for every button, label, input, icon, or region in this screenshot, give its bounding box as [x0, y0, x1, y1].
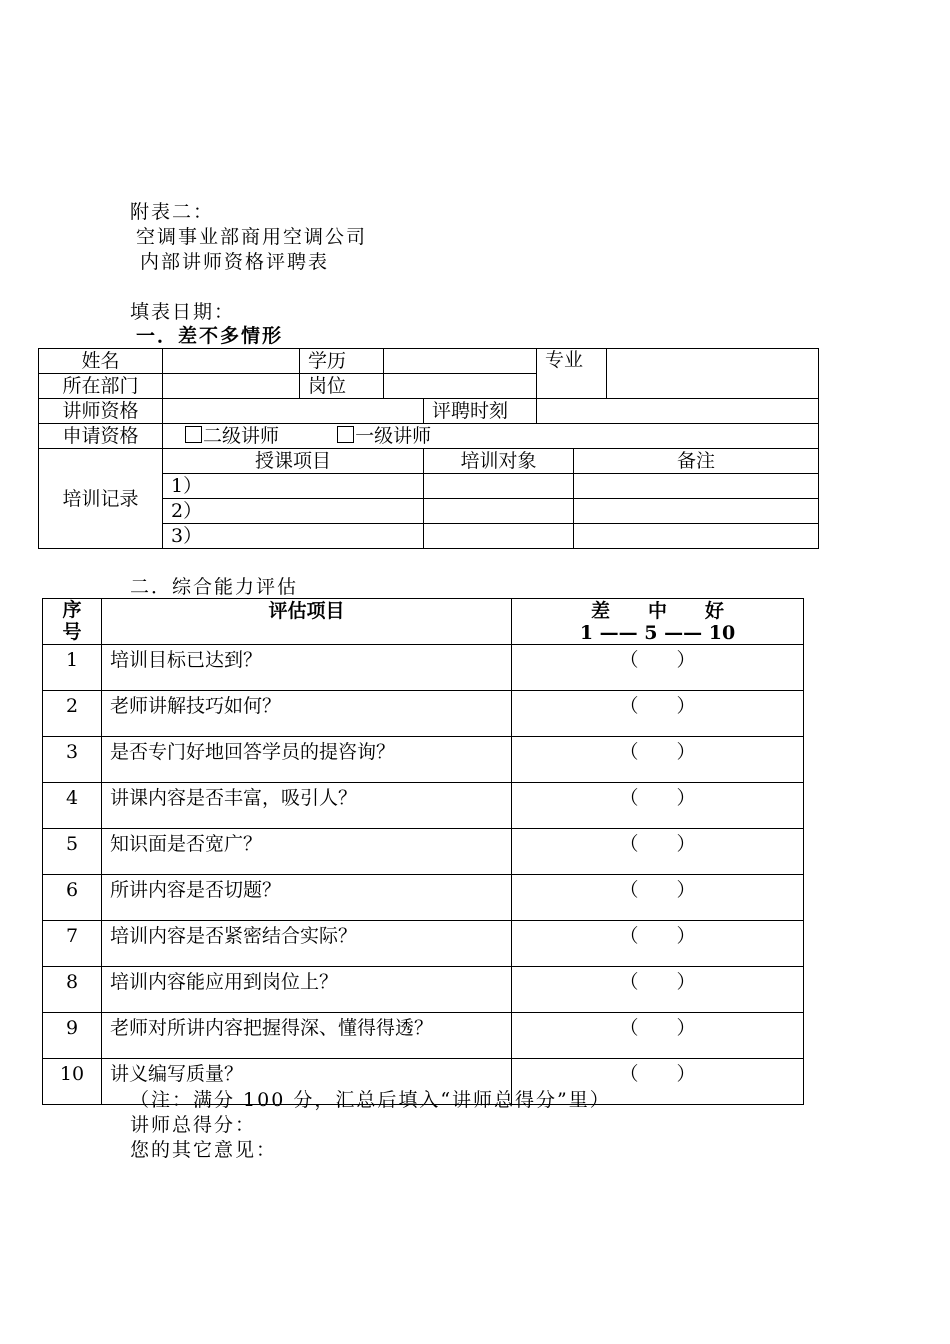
score-input[interactable]: （ ） [512, 967, 804, 1013]
evaluation-item: 培训目标已达到？ [102, 645, 512, 691]
education-label: 学历 [300, 349, 384, 374]
other-opinion-label: 您的其它意见： [130, 1139, 278, 1161]
evaluation-row [43, 1013, 804, 1059]
record-target-2[interactable] [424, 499, 574, 524]
course-header: 授课项目 [163, 449, 424, 474]
evaluation-row [43, 783, 804, 829]
record-course-1[interactable]: 1） [163, 474, 424, 499]
evaluation-item: 培训内容是否紧密结合实际？ [102, 921, 512, 967]
hire-time-field[interactable] [537, 399, 819, 424]
total-score-label: 讲师总得分： [130, 1114, 257, 1136]
score-input[interactable]: （ ） [512, 783, 804, 829]
evaluation-item: 所讲内容是否切题？ [102, 875, 512, 921]
department-label: 所在部门 [39, 374, 163, 399]
item-header: 评估项目 [102, 599, 512, 645]
score-input[interactable]: （ ） [512, 1059, 804, 1105]
record-course-3[interactable]: 3） [163, 524, 424, 549]
score-input[interactable]: （ ） [512, 1013, 804, 1059]
education-field[interactable] [384, 349, 537, 374]
row-number: 10 [43, 1059, 102, 1105]
score-note: （注：满分 100 分，汇总后填入“讲师总得分”里） [130, 1089, 611, 1111]
form-title: 内部讲师资格评聘表 [140, 251, 330, 273]
record-remark-1[interactable] [574, 474, 819, 499]
row-number: 4 [43, 783, 102, 829]
section2-title: 二．综合能力评估 [130, 576, 299, 598]
checkbox-icon[interactable] [337, 426, 354, 443]
scale-numbers: 1 —— 5 —— 10 [579, 622, 736, 644]
position-label: 岗位 [300, 374, 384, 399]
hire-time-label: 评聘时刻 [424, 399, 537, 424]
score-input[interactable]: （ ） [512, 737, 804, 783]
record-course-2[interactable]: 2） [163, 499, 424, 524]
score-input[interactable]: （ ） [512, 829, 804, 875]
score-input[interactable]: （ ） [512, 921, 804, 967]
evaluation-row [43, 829, 804, 875]
row-number: 6 [43, 875, 102, 921]
evaluation-row [43, 645, 804, 691]
level2-option[interactable]: 二级讲师 [185, 425, 279, 447]
row-number: 5 [43, 829, 102, 875]
evaluation-item: 讲义编写质量？ [102, 1059, 512, 1105]
remark-header: 备注 [574, 449, 819, 474]
name-field[interactable] [163, 349, 300, 374]
evaluation-row [43, 737, 804, 783]
basic-info-table [38, 348, 819, 549]
seq-header: 序号 [43, 599, 102, 645]
name-label: 姓名 [39, 349, 163, 374]
evaluation-row [43, 691, 804, 737]
position-field[interactable] [384, 374, 537, 399]
scale-words: 差 中 好 [590, 600, 724, 622]
evaluation-row [43, 875, 804, 921]
apply-label: 申请资格 [39, 424, 163, 449]
row-number: 1 [43, 645, 102, 691]
score-input[interactable]: （ ） [512, 691, 804, 737]
checkbox-icon[interactable] [185, 426, 202, 443]
record-target-3[interactable] [424, 524, 574, 549]
major-field[interactable] [607, 349, 819, 399]
row-number: 7 [43, 921, 102, 967]
score-input[interactable]: （ ） [512, 645, 804, 691]
row-number: 3 [43, 737, 102, 783]
evaluation-item: 培训内容能应用到岗位上？ [102, 967, 512, 1013]
evaluation-item: 是否专门好地回答学员的提咨询？ [102, 737, 512, 783]
company-name: 空调事业部商用空调公司 [136, 226, 368, 248]
evaluation-item: 老师对所讲内容把握得深、懂得得透？ [102, 1013, 512, 1059]
row-number: 8 [43, 967, 102, 1013]
scale-header [512, 599, 804, 645]
row-number: 2 [43, 691, 102, 737]
department-field[interactable] [163, 374, 300, 399]
target-header: 培训对象 [424, 449, 574, 474]
fill-date-label: 填表日期： [130, 301, 236, 323]
row-number: 9 [43, 1013, 102, 1059]
evaluation-table [42, 598, 804, 1105]
level1-option[interactable]: 一级讲师 [337, 425, 431, 447]
score-input[interactable]: （ ） [512, 875, 804, 921]
major-label: 专业 [537, 349, 607, 399]
record-target-1[interactable] [424, 474, 574, 499]
qualification-field[interactable] [163, 399, 424, 424]
record-remark-2[interactable] [574, 499, 819, 524]
evaluation-item: 讲课内容是否丰富，吸引人？ [102, 783, 512, 829]
section1-title: 一．差不多情形 [136, 325, 284, 347]
evaluation-item: 老师讲解技巧如何？ [102, 691, 512, 737]
training-record-label: 培训记录 [39, 449, 163, 549]
appendix-label: 附表二： [130, 201, 215, 223]
qualification-label: 讲师资格 [39, 399, 163, 424]
evaluation-row [43, 921, 804, 967]
evaluation-item: 知识面是否宽广？ [102, 829, 512, 875]
apply-options [163, 424, 819, 449]
record-remark-3[interactable] [574, 524, 819, 549]
evaluation-row [43, 967, 804, 1013]
